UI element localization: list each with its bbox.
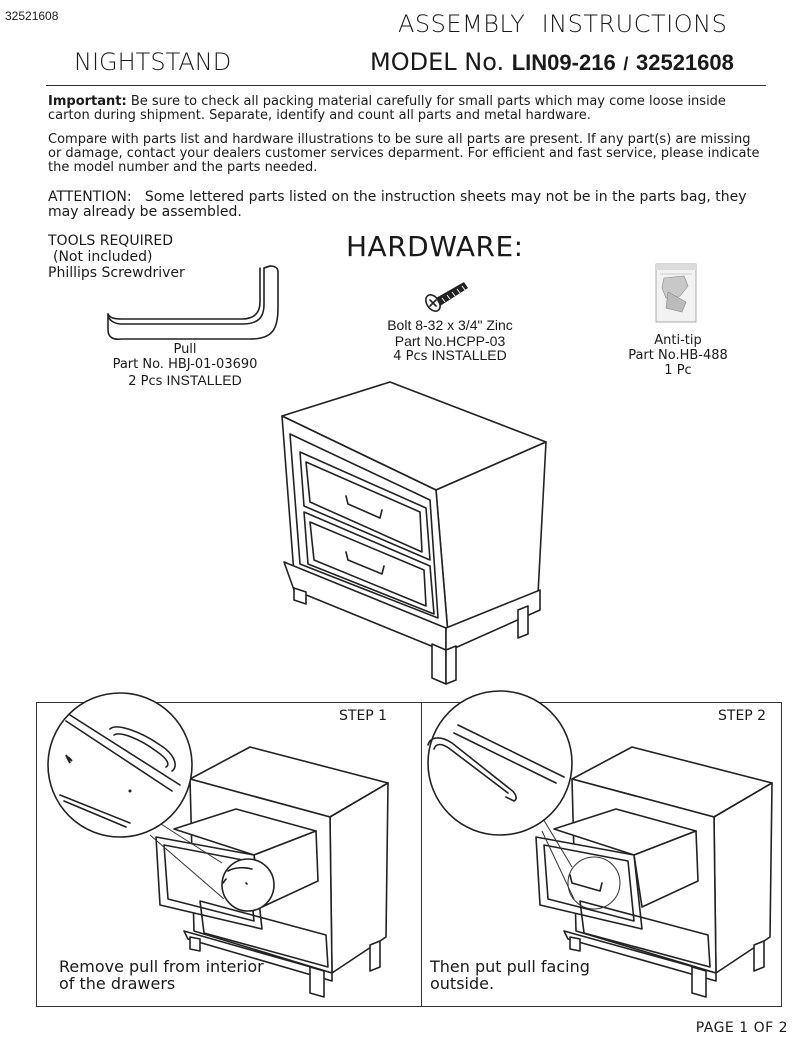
assembly-title: ASSEMBLY INSTRUCTIONS	[398, 10, 728, 38]
step-1-label: STEP 1	[339, 708, 388, 724]
hardware-title: HARDWARE:	[346, 230, 524, 263]
tools-title: TOOLS REQUIRED	[48, 233, 174, 249]
header-divider	[46, 85, 766, 86]
anti-tip-bag-illustration	[654, 262, 700, 324]
attention-text: Some lettered parts listed on the instruction sheets may not be in the parts bag, they may already be assembled.	[48, 189, 747, 220]
model-prefix: MODEL No.	[370, 48, 505, 76]
pull-name: Pull	[173, 342, 197, 357]
step-1-text-line-1: Remove pull from interior	[59, 957, 264, 976]
hardware-part-bolt	[360, 317, 540, 364]
attention-label: ATTENTION:	[48, 189, 132, 205]
anti-tip-name: Anti-tip	[654, 333, 702, 348]
hardware-part-anti-tip	[600, 333, 756, 378]
attention-note	[48, 190, 764, 220]
model-separator: /	[623, 54, 629, 74]
bolt-qty: 4 Pcs	[393, 349, 428, 364]
important-note	[48, 95, 764, 123]
step-2-instruction	[430, 958, 590, 992]
nightstand-illustration	[270, 378, 560, 690]
model-line	[370, 48, 734, 76]
pull-quantity	[100, 372, 270, 389]
important-text: Be sure to check all packing material carefully for small parts which may come loose inside carton during shipment. Separate, identify and count all parts and metal hardware.	[48, 94, 726, 123]
pull-status: INSTALLED	[166, 372, 242, 388]
tools-note: (Not included)	[53, 249, 153, 265]
compare-note: Compare with parts list and hardware illustrations to be sure all parts are present. If any part(s) are missing or damage, contact your dealers customer services deparment. For efficient and fast service, please indicate the model number and the parts needed.	[48, 132, 760, 175]
product-name: NIGHTSTAND	[74, 48, 232, 76]
model-sku: 32521608	[635, 50, 734, 75]
pull-part-number: Part No. HBJ-01-03690	[112, 357, 258, 372]
bolt-name: Bolt 8-32 x 3/4" Zinc	[387, 317, 513, 333]
hardware-part-pull	[100, 342, 270, 389]
step-2-label: STEP 2	[718, 708, 767, 724]
bolt-quantity	[360, 347, 540, 364]
bolt-part-number: Part No.HCPP-03	[394, 333, 506, 349]
page-number: PAGE 1 OF 2	[695, 1020, 788, 1036]
anti-tip-part-number: Part No.HB-488	[628, 348, 728, 363]
document-id: 32521608	[5, 9, 59, 23]
step-1-text-line-2: of the drawers	[59, 974, 176, 993]
model-number: LIN09-216	[511, 50, 616, 75]
important-label: Important:	[48, 94, 127, 109]
pull-qty: 2 Pcs	[128, 374, 163, 389]
anti-tip-qty: 1 Pc	[664, 363, 692, 378]
pull-handle-illustration	[100, 262, 285, 342]
steps-divider	[421, 702, 422, 1007]
bolt-illustration	[424, 278, 474, 314]
tools-item: Phillips Screwdriver	[48, 265, 185, 281]
step-2-text-line-2: outside.	[430, 974, 495, 993]
bolt-status: INSTALLED	[431, 347, 507, 363]
step-1-instruction	[59, 958, 264, 992]
step-2-text-line-1: Then put pull facing	[430, 957, 590, 976]
